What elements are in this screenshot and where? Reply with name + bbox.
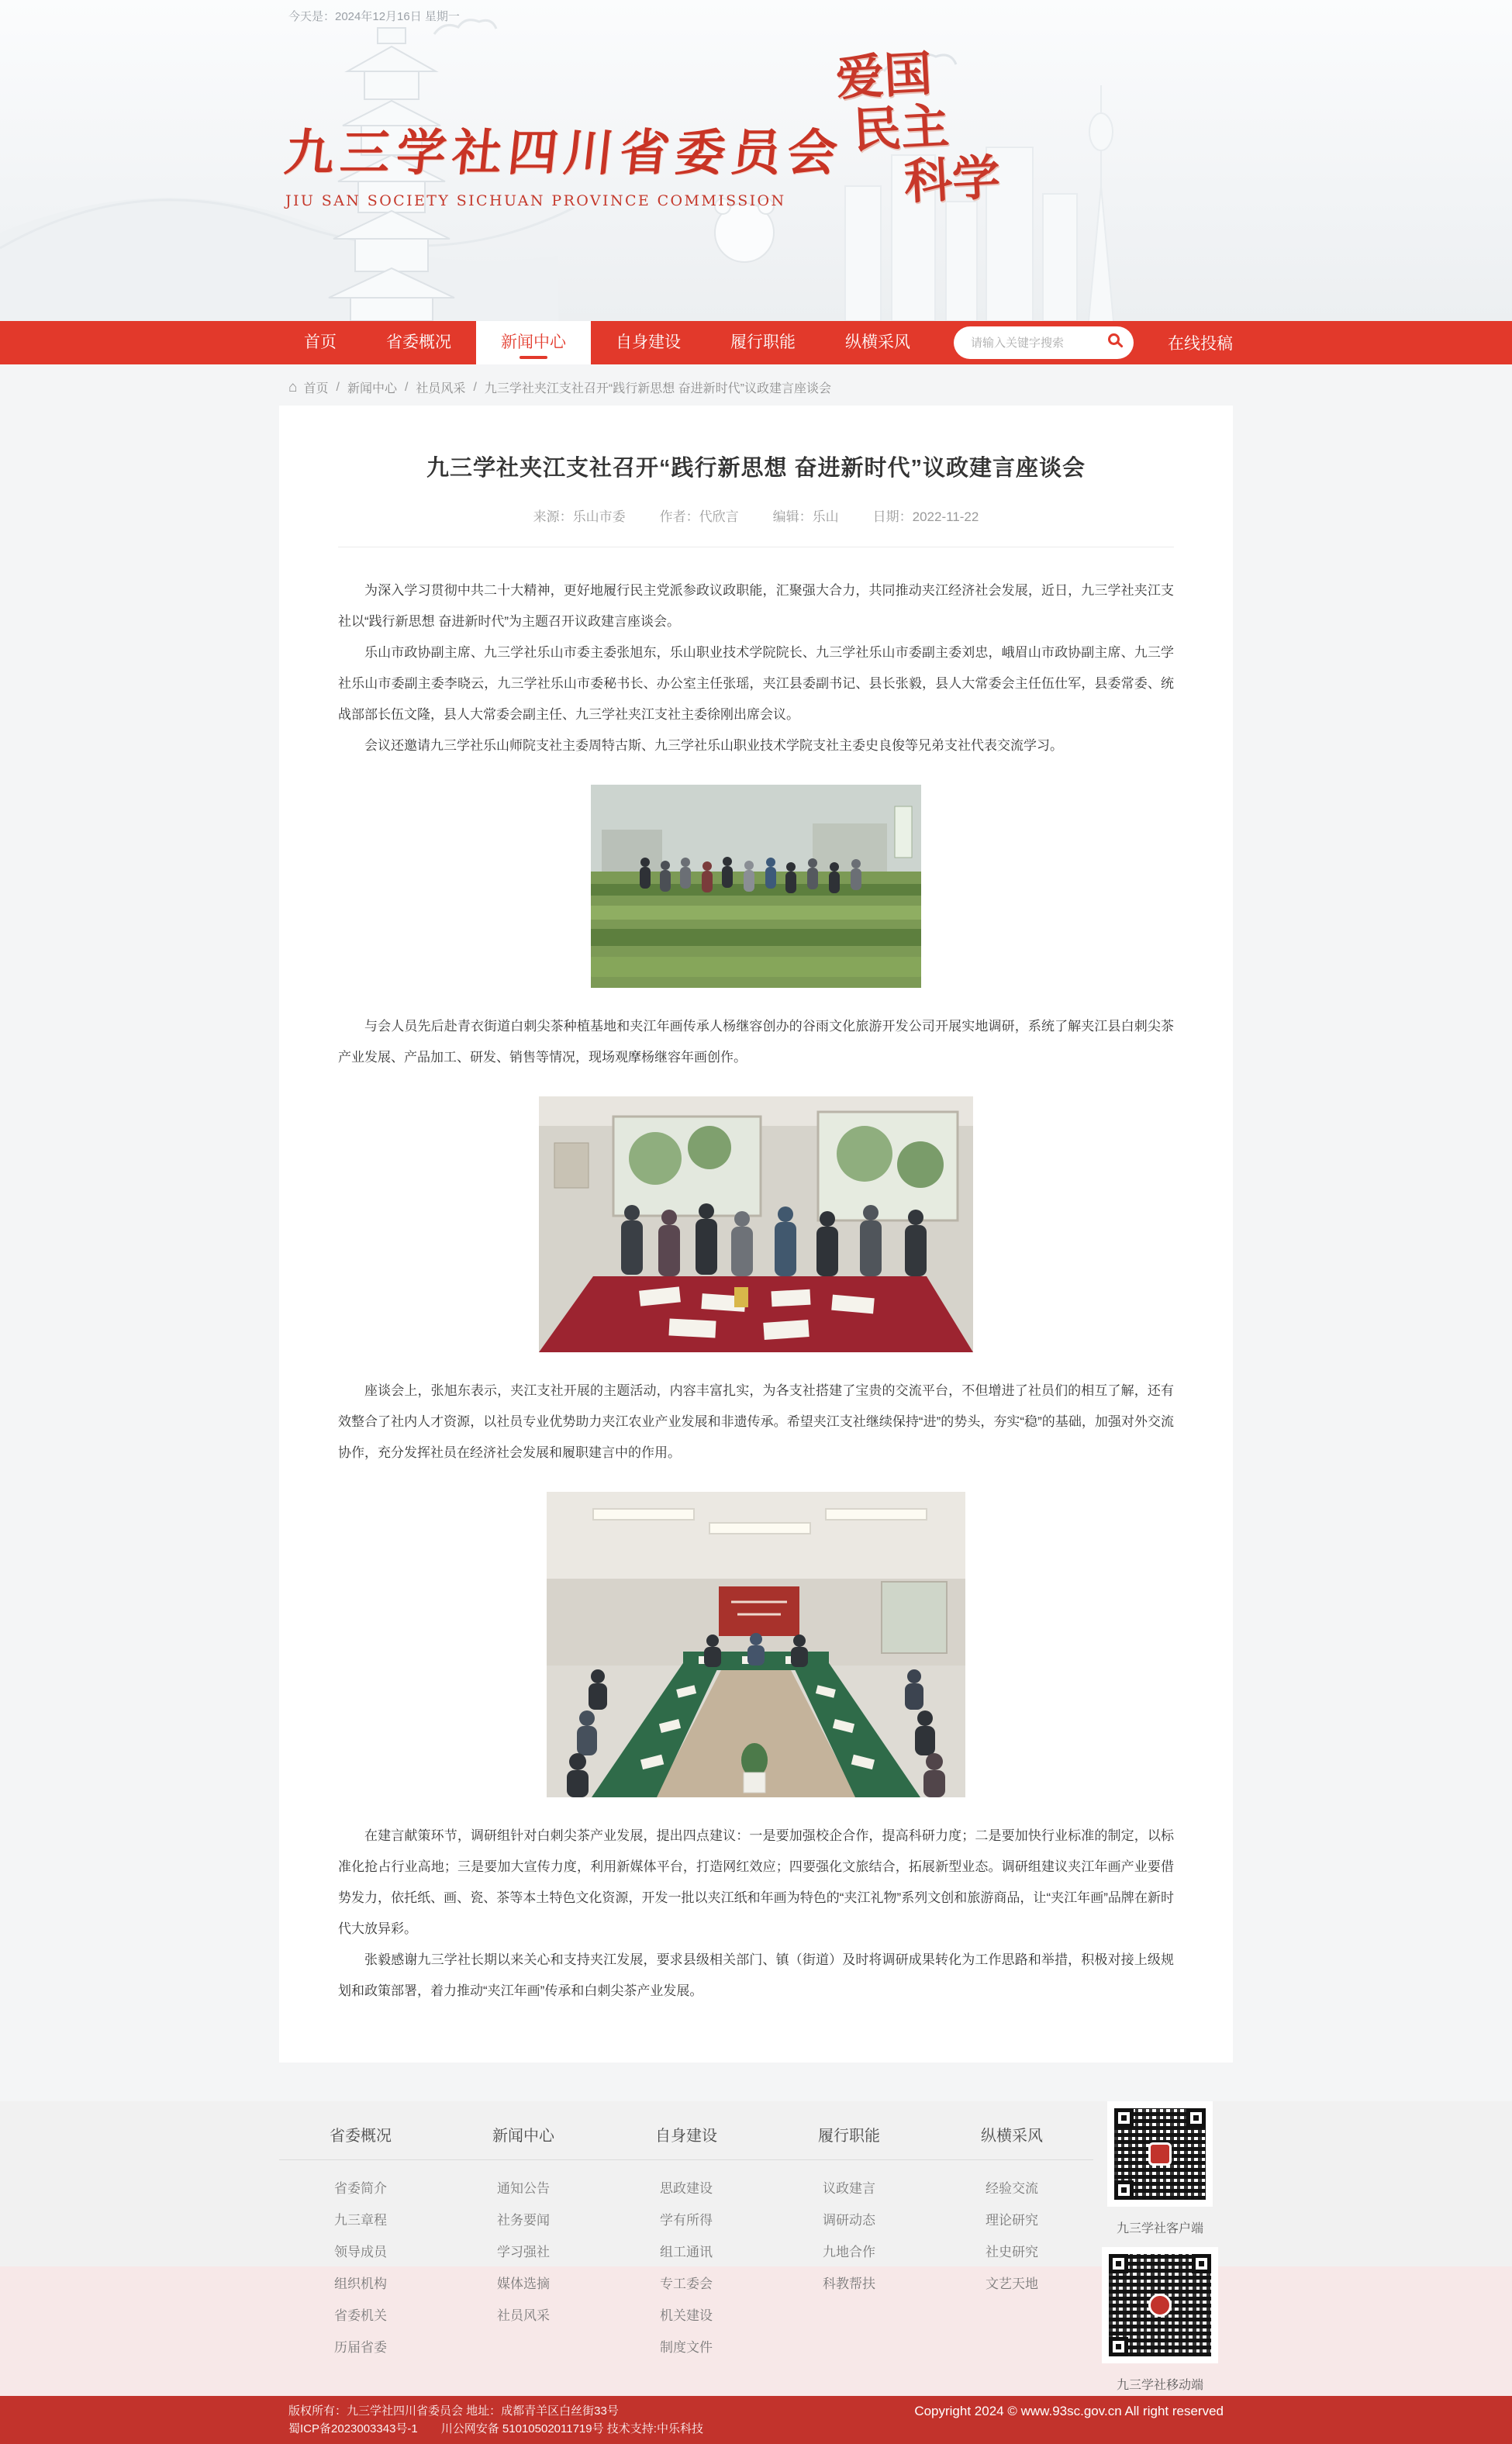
qrcode-app-logo [1148, 2142, 1172, 2166]
copyright-en: Copyright 2024 © www.93sc.gov.cn All right reserved [914, 2404, 1224, 2418]
footer-link[interactable]: 学习强社 [497, 2245, 550, 2259]
qrcode-mobile-logo [1148, 2294, 1172, 2317]
footer-link[interactable]: 省委简介 [334, 2181, 387, 2196]
footer-link[interactable]: 领导成员 [334, 2245, 387, 2259]
breadcrumb [279, 364, 1233, 406]
footer-col-title-caifeng[interactable]: 纵横采风 [981, 2128, 1043, 2145]
footer-link[interactable]: 媒体选摘 [497, 2277, 550, 2291]
article-photo-meeting-room [338, 1492, 1174, 1797]
footer-link[interactable]: 机关建设 [660, 2308, 713, 2323]
nav-item-self-building[interactable]: 自身建设 [616, 333, 681, 351]
footer-col-title-self-building[interactable]: 自身建设 [655, 2128, 717, 2145]
site-logo-title: 九三学社四川省委员会 [281, 124, 847, 182]
search-icon[interactable] [1108, 333, 1120, 345]
qrcode-app [1092, 2101, 1228, 2236]
breadcrumb-member-style[interactable]: 社员风采 [416, 382, 466, 395]
nav-item-home[interactable]: 首页 [304, 333, 337, 351]
article-meta [338, 506, 1174, 525]
motto-calligraphy [834, 45, 1002, 211]
breadcrumb-separator: / [404, 380, 409, 394]
footer-col-overview [279, 2165, 442, 2356]
copyright-bar [0, 2396, 1512, 2444]
footer-col-duties [768, 2165, 930, 2356]
site-logo-subtitle: JIU SAN SOCIETY SICHUAN PROVINCE COMMISSION [285, 192, 786, 209]
breadcrumb-separator: / [473, 380, 477, 394]
motto-democracy: 民主 [851, 97, 951, 160]
copyright-left [288, 2402, 703, 2444]
paragraph: 与会人员先后赴青衣街道白刺尖茶种植基地和夹江年画传承人杨继容创办的谷雨文化旅游开发公司开展实地调研，系统了解夹江县白刺尖茶产业发展、产品加工、研发、销售等情况，现场观摩杨继容年画创作。 [338, 1019, 1174, 1065]
home-icon: ⌂ [288, 378, 298, 395]
search-input[interactable] [954, 326, 1134, 359]
nav-item-overview[interactable]: 省委概况 [386, 333, 451, 351]
footer-link[interactable]: 省委机关 [334, 2308, 387, 2323]
breadcrumb-current-page: 九三学社夹江支社召开“践行新思想 奋进新时代”议政建言座谈会 [484, 382, 831, 395]
footer-col-caifeng [930, 2165, 1093, 2356]
footer-link[interactable]: 经验交流 [986, 2181, 1038, 2196]
footer-qrcodes [1092, 2101, 1228, 2404]
footer-link[interactable]: 思政建设 [660, 2181, 713, 2196]
footer-col-title-duties[interactable]: 履行职能 [818, 2128, 880, 2145]
article-title: 九三学社夹江支社召开“践行新思想 奋进新时代”议政建言座谈会 [426, 456, 1086, 481]
paragraph: 会议还邀请九三学社乐山师院支社主委周特古斯、九三学社乐山职业技术学院支社主委史良俊等兄弟支社代表交流学习。 [364, 738, 1063, 753]
meta-author: 作者：代欣言 [659, 509, 739, 524]
copyright-line1: 版权所有：九三学社四川省委员会 地址：成都青羊区白丝街33号 [288, 2404, 619, 2418]
footer-link[interactable]: 社务要闻 [497, 2213, 550, 2228]
breadcrumb-home[interactable]: 首页 [303, 382, 329, 395]
footer-link[interactable]: 调研动态 [823, 2213, 875, 2228]
meta-editor: 编辑：乐山 [772, 509, 839, 524]
footer-link[interactable]: 社史研究 [986, 2245, 1038, 2259]
qrcode-app-label: 九三学社客户端 [1116, 2222, 1203, 2235]
footer-link[interactable]: 科教帮扶 [823, 2277, 875, 2291]
motto-science: 科学 [903, 149, 1002, 211]
footer-link[interactable]: 通知公告 [497, 2181, 550, 2196]
qrcode-app-image [1114, 2108, 1206, 2200]
site-header [0, 0, 1512, 321]
footer-col-self-building [605, 2165, 768, 2356]
footer-link[interactable]: 九地合作 [823, 2245, 875, 2259]
main-nav [0, 321, 1512, 364]
footer-link[interactable]: 学有所得 [660, 2213, 713, 2228]
paragraph: 为深入学习贯彻中共二十大精神，更好地履行民主党派参政议政职能，汇聚强大合力，共同推动夹江经济社会发展，近日，九三学社夹江支社以“践行新思想 奋进新时代”为主题召开议政建言座谈会。 [338, 583, 1174, 629]
footer-col-title-overview[interactable]: 省委概况 [330, 2128, 392, 2145]
paragraph: 座谈会上，张旭东表示，夹江支社开展的主题活动，内容丰富扎实，为各支社搭建了宝贵的交流平台，不但增进了社员们的相互了解，还有效整合了社内人才资源，以社员专业优势助力夹江农业产业发展和非遗传承。希望夹江支社继续保持“进”的势头，夯实“稳”的基础，加强对外交流协作，充分发挥社员在经济社会发展和履职建言中的作用。 [338, 1383, 1174, 1460]
article-body [338, 575, 1174, 2007]
footer-link[interactable]: 历届省委 [334, 2340, 387, 2355]
nav-item-online-submit[interactable]: 在线投稿 [1168, 335, 1233, 353]
article-photo-nianhua-studio [338, 1096, 1174, 1352]
paragraph: 乐山市政协副主席、九三学社乐山市委主委张旭东，乐山职业技术学院院长、九三学社乐山市委副主委刘忠，峨眉山市政协副主席、九三学社乐山市委副主委李晓云，九三学社乐山市委秘书长、办公室主任张瑶，夹江县委副书记、县长张毅，县人大常委会主任伍仕军，县委常委、统战部部长伍文隆，县人大常委会副主任、九三学社夹江支社主委徐刚出席会议。 [338, 645, 1174, 722]
article-card [279, 406, 1233, 2063]
footer-link-columns [279, 2123, 1093, 2356]
footer-link[interactable]: 议政建言 [823, 2181, 875, 2196]
article-photo-tea-field [338, 785, 1174, 988]
qrcode-mobile-image [1109, 2254, 1211, 2356]
nav-item-news[interactable] [476, 321, 591, 364]
footer-link[interactable]: 九三章程 [334, 2213, 387, 2228]
site-footer [0, 2101, 1512, 2396]
nav-item-news-label: 新闻中心 [501, 333, 566, 351]
footer-col-title-news[interactable]: 新闻中心 [492, 2128, 554, 2145]
search-box [954, 326, 1134, 359]
icp-line: 蜀ICP备2023003343号-1 川公网安备 51010502011719号 技术支持:中乐科技 [288, 2422, 703, 2435]
qrcode-mobile-label: 九三学社移动端 [1116, 2379, 1203, 2392]
nav-item-caifeng[interactable]: 纵横采风 [845, 333, 910, 351]
footer-link[interactable]: 制度文件 [660, 2340, 713, 2355]
qrcode-mobile [1092, 2247, 1228, 2393]
footer-link[interactable]: 专工委会 [660, 2277, 713, 2291]
site-logo[interactable] [281, 113, 847, 209]
footer-link[interactable]: 组工通讯 [660, 2245, 713, 2259]
footer-link[interactable]: 组织机构 [334, 2277, 387, 2291]
footer-link[interactable]: 文艺天地 [986, 2277, 1038, 2291]
meta-source: 来源：乐山市委 [533, 509, 626, 524]
breadcrumb-separator: / [336, 380, 340, 394]
active-tab-underline [520, 356, 547, 359]
footer-divider [279, 2159, 1093, 2160]
paragraph: 在建言献策环节，调研组针对白刺尖茶产业发展，提出四点建议：一是要加强校企合作，提高科研力度；二是要加快行业标准的制定，以标准化抢占行业高地；三是要加大宣传力度，利用新媒体平台，打造网红效应；四要强化文旅结合，拓展新型业态。调研组建议夹江年画产业要借势发力，依托纸、画、瓷、茶等本土特色文化资源，开发一批以夹江纸和年画为特色的“夹江礼物”系列文创和旅游商品，让“夹江年画”品牌在新时代大放异彩。 [338, 1828, 1174, 1936]
footer-col-news [442, 2165, 605, 2356]
meta-date: 日期：2022-11-22 [872, 509, 979, 524]
nav-item-duties[interactable]: 履行职能 [730, 333, 796, 351]
breadcrumb-news-center[interactable]: 新闻中心 [347, 382, 397, 395]
footer-link[interactable]: 理论研究 [986, 2213, 1038, 2228]
footer-link[interactable]: 社员风采 [497, 2308, 550, 2323]
paragraph: 张毅感谢九三学社长期以来关心和支持夹江发展，要求县级相关部门、镇（街道）及时将调研成果转化为工作思路和举措，积极对接上级规划和政策部署，着力推动“夹江年画”传承和白刺尖茶产业发展。 [338, 1952, 1174, 1998]
current-date: 今天是：2024年12月16日 星期一 [288, 10, 460, 23]
motto-patriotism: 爱国 [834, 45, 934, 107]
